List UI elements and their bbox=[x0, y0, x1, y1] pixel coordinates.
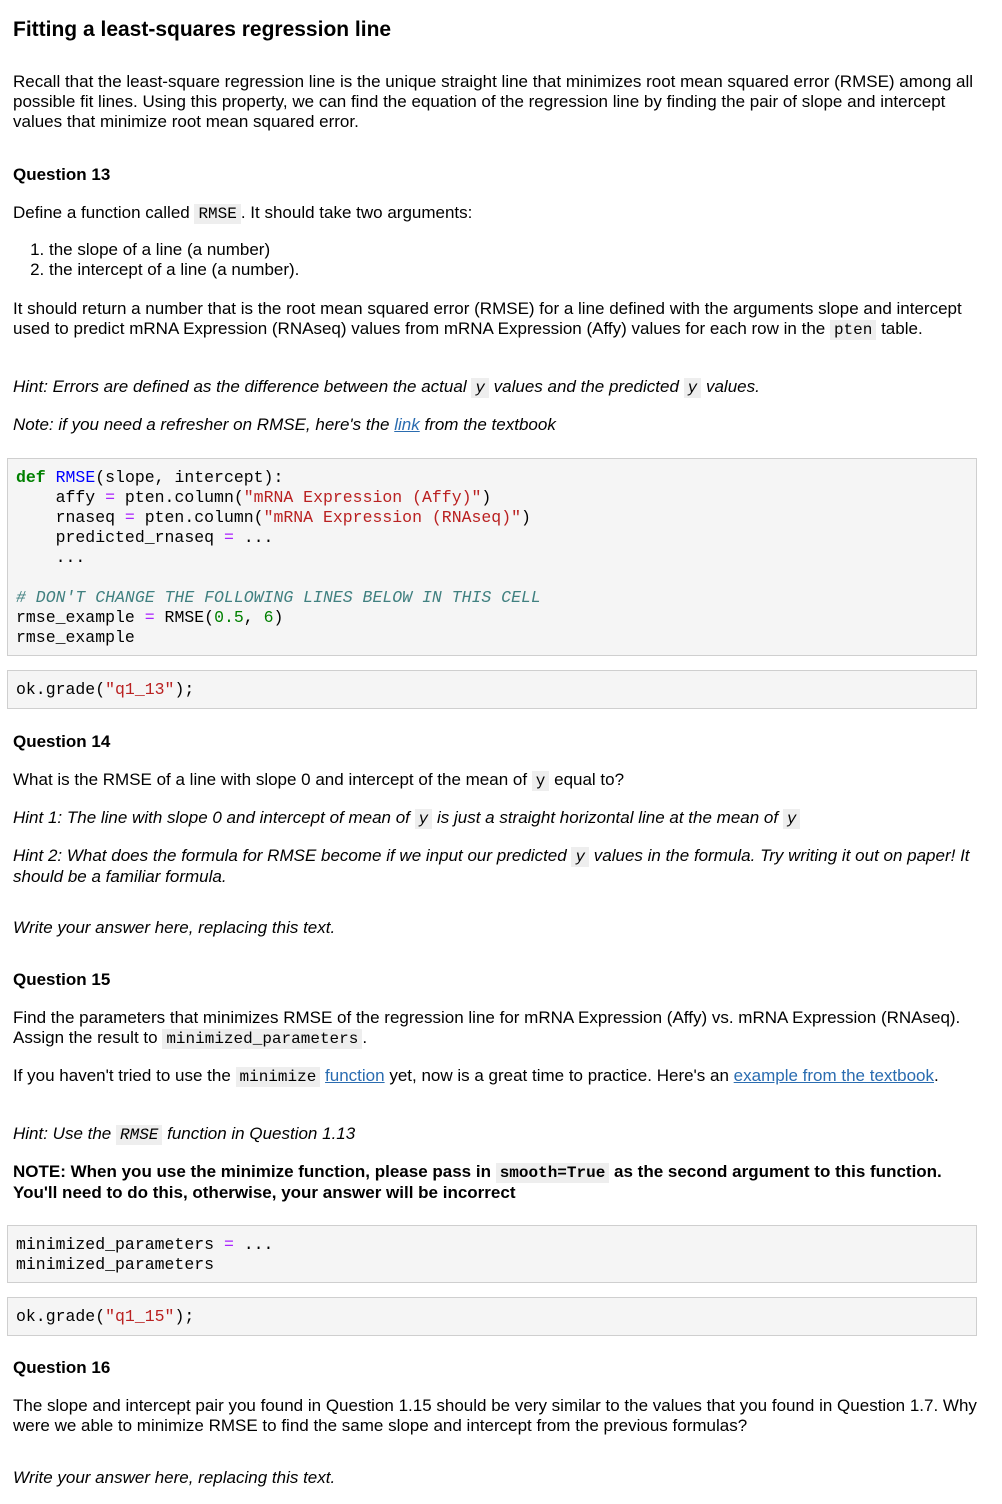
inline-code: minimized_parameters bbox=[162, 1029, 362, 1049]
code-cell-grade-q13[interactable]: ok.grade("q1_13"); bbox=[7, 670, 977, 709]
code-comment: # DON'T CHANGE THE FOLLOWING LINES BELOW IN THIS CELL bbox=[16, 588, 541, 607]
question-13-heading: Question 13 bbox=[13, 165, 111, 184]
inline-code: y bbox=[571, 847, 589, 867]
textbook-example-link[interactable]: example from the textbook bbox=[733, 1066, 934, 1085]
q13-hint: Hint: Errors are defined as the difference between the actual y values and the predicted y values. bbox=[13, 377, 760, 397]
q14-hint-1: Hint 1: The line with slope 0 and intercept of mean of y is just a straight horizontal line at the mean of y bbox=[13, 808, 978, 829]
inline-code: RMSE bbox=[194, 204, 240, 224]
q13-argument-list bbox=[13, 240, 978, 280]
inline-code: y bbox=[471, 378, 489, 398]
page-title: Fitting a least-squares regression line bbox=[13, 18, 392, 41]
inline-code: pten bbox=[830, 320, 876, 340]
question-15-heading: Question 15 bbox=[13, 970, 111, 989]
rmse-textbook-link[interactable]: link bbox=[394, 415, 420, 434]
code-string: "mRNA Expression (Affy)" bbox=[243, 488, 482, 507]
q14-hint-2: Hint 2: What does the formula for RMSE become if we input our predicted y values in the formula. Try writing it out on paper! It should be a familiar formula. bbox=[13, 846, 970, 886]
code-function-name: RMSE bbox=[55, 468, 96, 487]
minimize-function-link[interactable]: function bbox=[325, 1066, 385, 1085]
list-item: 1. the slope of a line (a number) bbox=[49, 240, 978, 260]
list-item: 2. the intercept of a line (a number). bbox=[49, 260, 978, 280]
question-14-heading: Question 14 bbox=[13, 732, 111, 751]
code-cell-grade-q15[interactable]: ok.grade("q1_15"); bbox=[7, 1297, 977, 1336]
inline-code: smooth=True bbox=[496, 1163, 610, 1183]
intro-paragraph: Recall that the least-square regression line is the unique straight line that minimizes root mean squared error (RMSE) among all possible fit lines. Using this property, we can find the equation of the regression line by finding the pair of slope and intercept values that minimize root mean squared error. bbox=[13, 72, 974, 131]
q13-note: Note: if you need a refresher on RMSE, here's the link from the textbook bbox=[13, 415, 556, 434]
question-16-heading: Question 16 bbox=[13, 1358, 111, 1377]
q16-answer-cell[interactable]: Write your answer here, replacing this text. bbox=[13, 1468, 336, 1487]
q15-text: Find the parameters that minimizes RMSE of the regression line for mRNA Expression (Affy) vs. mRNA Expression (RNAseq). Assign the result to minimized_parameters . bbox=[13, 1008, 961, 1048]
inline-code: y bbox=[415, 809, 433, 829]
q13-define-text: Define a function called RMSE . It should take two arguments: bbox=[13, 203, 473, 223]
q15-note: NOTE: When you use the minimize function, please pass in smooth=True as the second argument to this function. You'll need to do this, otherwise, your answer will be incorrect bbox=[13, 1162, 942, 1202]
q14-answer-cell[interactable]: Write your answer here, replacing this text. bbox=[13, 918, 336, 937]
code-cell-minimize[interactable]: minimized_parameters = ... minimized_parameters bbox=[7, 1225, 977, 1283]
inline-code: RMSE bbox=[116, 1125, 162, 1145]
inline-code: y bbox=[684, 378, 702, 398]
code-cell-rmse[interactable]: def RMSE(slope, intercept): affy = pten.column("mRNA Expression (Affy)") rnaseq = pten.column("mRNA Expression (RNAseq)") predicted_rnaseq = ... ... # DON'T CHANGE THE FOLLOWING LINES BELOW IN THIS CELL rmse_example = RMSE(0.5, 6) rmse_example bbox=[7, 458, 977, 656]
q15-minimize-text: If you haven't tried to use the minimize function yet, now is a great time to practice. Here's an example from the textbook. bbox=[13, 1066, 939, 1086]
q16-text: The slope and intercept pair you found in Question 1.15 should be very similar to the values that you found in Question 1.7. Why were we able to minimize RMSE to find the same slope and intercept from the previous formulas? bbox=[13, 1396, 977, 1435]
q15-hint: Hint: Use the RMSE function in Question 1.13 bbox=[13, 1124, 356, 1144]
inline-code: y bbox=[532, 771, 550, 791]
code-string: "mRNA Expression (RNAseq)" bbox=[263, 508, 522, 527]
inline-code: minimize bbox=[236, 1067, 321, 1087]
q13-return-text: It should return a number that is the root mean squared error (RMSE) for a line defined with the arguments slope and intercept used to predict mRNA Expression (RNAseq) values from mRNA Expression (Affy) values for each row in the pten table. bbox=[13, 299, 962, 339]
code-keyword: def bbox=[16, 468, 46, 487]
q14-text: What is the RMSE of a line with slope 0 and intercept of the mean of y equal to? bbox=[13, 770, 625, 790]
inline-code: y bbox=[783, 809, 801, 829]
